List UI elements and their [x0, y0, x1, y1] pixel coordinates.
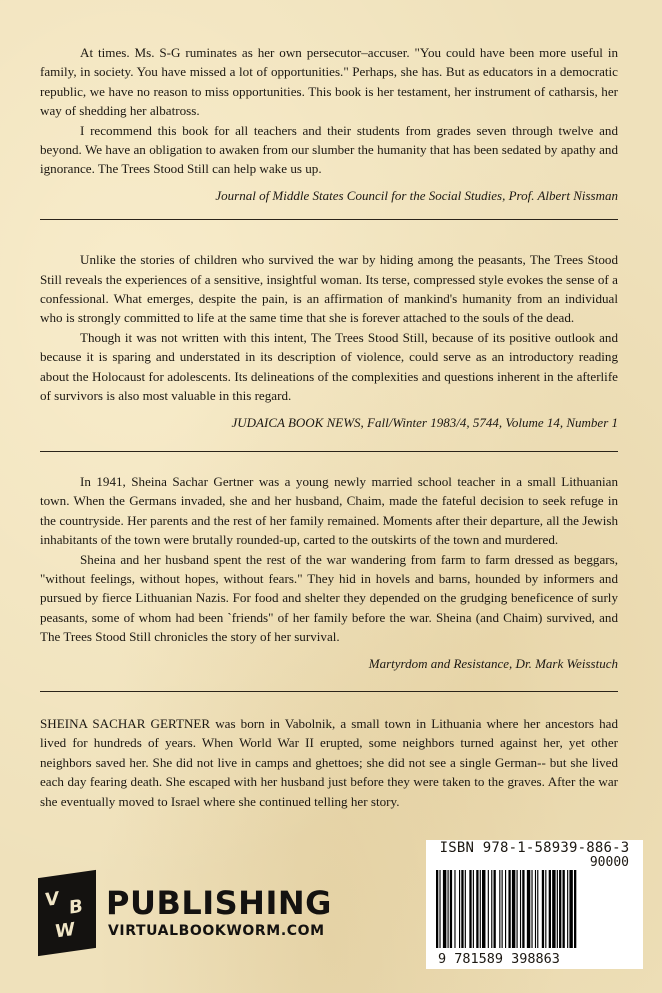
badge-letter: W	[55, 918, 75, 943]
back-cover-text	[40, 43, 618, 811]
review-2	[40, 250, 618, 432]
publisher-logo	[38, 874, 358, 954]
badge-letter: V	[45, 888, 59, 912]
review-paragraph: Sheina and her husband spent the rest of the war wandering from farm to farm dressed as beggars, "without feelings, without hopes, without fears." They hid in hovels and barns, hounded by informers and pursued by fierce Lithuanian Nazis. For food and shelter they depended on the grudging beneficence of surly peasants, some of whom had been `friends" of her family before the war. Sheina (and Chaim) survived, and The Trees Stood Still chronicles the story of her survival.	[40, 551, 618, 645]
review-1	[40, 43, 618, 205]
review-paragraph: I recommend this book for all teachers and their students from grades seven through twelve and beyond. We have an obligation to awaken from our slumber the humanity that has been sedated by apathy and ignorance. The Trees Stood Still can help wake us up.	[40, 122, 618, 177]
barcode-panel: ISBN 978-1-58939-886-3 90000 9 781589 398863	[426, 840, 643, 969]
review-paragraph: Unlike the stories of children who survived the war by hiding among the peasants, The Trees Stood Still reveals the experiences of a sensitive, insightful woman. Its terse, compressed style evokes the sense of a confessional. What emerges, despite the pain, is an affirmation of mankind's humanity from an individual who is strongly committed to life at the same time that she is forever attached to the souls of the dead.	[40, 252, 618, 326]
divider	[40, 451, 618, 452]
review-source: JUDAICA BOOK NEWS, Fall/Winter 1983/4, 5744, Volume 14, Number 1	[231, 414, 618, 430]
review-source: Martyrdom and Resistance, Dr. Mark Weisstuch	[368, 655, 618, 671]
isbn-label: ISBN 978-1-58939-886-3	[439, 840, 630, 856]
review-paragraph: In 1941, Sheina Sachar Gertner was a young newly married school teacher in a small Lithuanian town. When the Germans invaded, she and her husband, Chaim, made the fateful decision to seek refuge in the countryside. Her parents and the rest of her family remained. Moments after their departure, all the Jewish inhabitants of the town were brutally rounded-up, carted to the outskirts of the town and murdered.	[40, 473, 618, 548]
author-bio	[40, 714, 618, 811]
barcode-icon	[436, 870, 636, 952]
divider	[40, 219, 618, 220]
review-source: Journal of Middle States Council for the Social Studies, Prof. Albert Nissman	[215, 187, 618, 203]
publisher-website: VIRTUALBOOKWORM.COM	[108, 923, 325, 939]
review-paragraph: Though it was not written with this intent, The Trees Stood Still, because of its positive outlook and because it is sparing and understated in its description of violence, could serve as an introductory reading about the Holocaust for adolescents. Its delineations of the complexities and questions inherent in the afterlife of survivors is also most valuable in this regard.	[40, 329, 618, 404]
review-paragraph: At times. Ms. S-G ruminates as her own persecutor–accuser. "You could have been more useful in family, in society. You have missed a lot of opportunities." Perhaps, she has. But as educators in a democratic republic, we have no reason to miss opportunities. This book is her testament, her instrument of catharsis, her way of shedding her albatross.	[40, 45, 618, 119]
badge-letter: B	[69, 895, 83, 919]
publisher-name: PUBLISHING	[106, 884, 332, 922]
review-3	[40, 472, 618, 673]
divider	[40, 691, 618, 692]
price-code: 90000	[589, 855, 629, 870]
author-bio-text: SHEINA SACHAR GERTNER was born in Vabolnik, a small town in Lithuania where her ancestors had lived for hundreds of years. When World War II erupted, some neighbors turned against her, yet other neighbors saved her. She did not live in camps and ghettoes; she did not see a single German-- but she lived each day fearing death. She escaped with her husband just before they were taken to the graves. After the war she eventually moved to Israel where she continued telling her story.	[40, 715, 618, 809]
vbw-badge-icon	[38, 870, 96, 956]
